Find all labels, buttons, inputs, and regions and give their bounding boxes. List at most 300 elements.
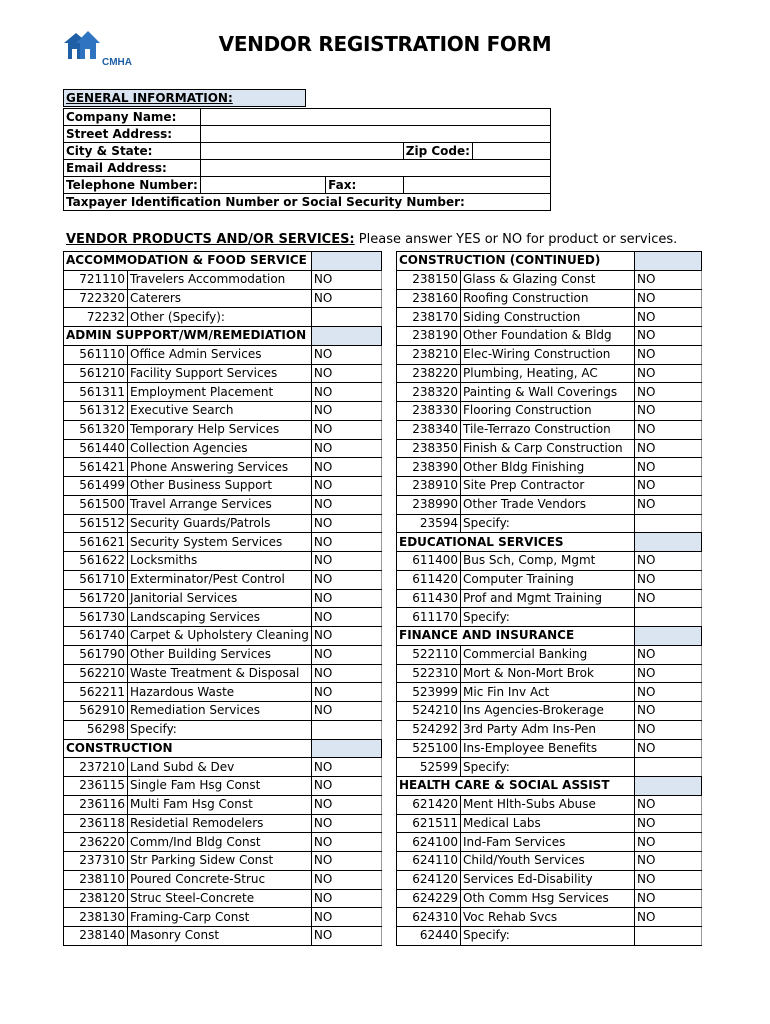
section-header: ADMIN SUPPORT/WM/REMEDIATION [64,327,312,346]
service-row [397,645,702,664]
yes-no-answer-field[interactable]: NO [311,683,381,702]
service-description: Services Ed-Disability [461,870,635,889]
street-label: Street Address: [64,126,201,143]
yes-no-answer-field[interactable]: NO [311,589,381,608]
service-row [64,289,382,308]
yes-no-answer-field[interactable]: NO [635,833,702,852]
yes-no-answer-field[interactable] [311,720,381,739]
section-header-row [397,777,702,796]
yes-no-answer-field[interactable]: NO [311,383,381,402]
service-description: Exterminator/Pest Control [128,570,312,589]
service-row [397,833,702,852]
yes-no-answer-field[interactable]: NO [635,308,702,327]
city-field[interactable] [200,143,403,160]
naics-code: 722320 [64,289,128,308]
yes-no-answer-field[interactable]: NO [635,870,702,889]
yes-no-answer-field[interactable]: NO [635,383,702,402]
street-field[interactable] [200,126,550,143]
naics-code: 524292 [397,720,461,739]
naics-code: 238320 [397,383,461,402]
naics-code: 721110 [64,270,128,289]
yes-no-answer-field[interactable] [635,927,702,946]
yes-no-answer-field[interactable]: NO [635,739,702,758]
naics-code: 52599 [397,758,461,777]
naics-code: 238190 [397,327,461,346]
naics-code: 238990 [397,495,461,514]
service-description: Ins-Employee Benefits [461,739,635,758]
yes-no-answer-field[interactable]: NO [311,439,381,458]
service-row [64,308,382,327]
naics-code: 561730 [64,608,128,627]
naics-code: 624100 [397,833,461,852]
yes-no-answer-field[interactable]: NO [311,608,381,627]
naics-code: 561512 [64,514,128,533]
yes-no-answer-field[interactable]: NO [635,683,702,702]
service-description: Bus Sch, Comp, Mgmt [461,552,635,571]
yes-no-answer-field[interactable]: NO [311,458,381,477]
page-title: VENDOR REGISTRATION FORM [218,32,552,56]
service-row [397,327,702,346]
yes-no-answer-field[interactable]: NO [635,552,702,571]
service-description: Framing-Carp Const [128,908,312,927]
naics-code: 238350 [397,439,461,458]
yes-no-answer-field[interactable]: NO [311,645,381,664]
service-description: Residetial Remodelers [128,814,312,833]
yes-no-answer-field[interactable]: NO [635,270,702,289]
service-row [64,852,382,871]
naics-code: 561312 [64,402,128,421]
service-description: Locksmiths [128,552,312,571]
service-row [397,702,702,721]
naics-code: 561790 [64,645,128,664]
yes-no-answer-field[interactable] [635,608,702,627]
service-row [397,477,702,496]
service-description: Other (Specify): [128,308,312,327]
yes-no-answer-field[interactable]: NO [311,795,381,814]
service-row [397,570,702,589]
service-row [64,270,382,289]
service-row [64,814,382,833]
service-row [397,383,702,402]
service-description: 3rd Party Adm Ins-Pen [461,720,635,739]
service-description: Travelers Accommodation [128,270,312,289]
service-row [397,552,702,571]
yes-no-answer-field[interactable]: NO [311,814,381,833]
service-row [397,664,702,683]
service-row [397,495,702,514]
service-row [64,608,382,627]
naics-code: 72232 [64,308,128,327]
service-row [64,439,382,458]
service-row [64,833,382,852]
yes-no-answer-field[interactable]: NO [635,589,702,608]
yes-no-answer-field[interactable]: NO [311,477,381,496]
service-row [397,420,702,439]
naics-code: 238110 [64,870,128,889]
naics-code: 56298 [64,720,128,739]
naics-code: 238150 [397,270,461,289]
service-description: Str Parking Sidew Const [128,852,312,871]
service-row [397,758,702,777]
service-description: Other Foundation & Bldg [461,327,635,346]
naics-code: 561320 [64,420,128,439]
service-description: Glass & Glazing Const [461,270,635,289]
yes-no-answer-field[interactable]: NO [635,345,702,364]
service-description: Commercial Banking [461,645,635,664]
naics-code: 238390 [397,458,461,477]
service-row [64,345,382,364]
service-description: Employment Placement [128,383,312,402]
service-description: Comm/Ind Bldg Const [128,833,312,852]
service-description: Office Admin Services [128,345,312,364]
naics-code: 611430 [397,589,461,608]
service-row [64,495,382,514]
products-heading [66,232,677,247]
service-row [64,927,382,946]
naics-code: 561720 [64,589,128,608]
yes-no-answer-field[interactable]: NO [635,852,702,871]
service-description: Mort & Non-Mort Brok [461,664,635,683]
naics-code: 561110 [64,345,128,364]
company-field[interactable] [200,109,550,126]
section-header-row [64,252,382,271]
yes-no-answer-field[interactable]: NO [635,458,702,477]
naics-code: 238160 [397,289,461,308]
yes-no-answer-field[interactable]: NO [311,402,381,421]
yes-no-answer-field[interactable]: NO [635,402,702,421]
service-description: Computer Training [461,570,635,589]
service-description: Waste Treatment & Disposal [128,664,312,683]
naics-code: 611170 [397,608,461,627]
service-description: Elec-Wiring Construction [461,345,635,364]
yes-no-answer-field[interactable]: NO [635,327,702,346]
naics-code: 238330 [397,402,461,421]
service-row [397,289,702,308]
yes-no-answer-field[interactable]: NO [311,552,381,571]
service-row [397,814,702,833]
naics-code: 561440 [64,439,128,458]
service-row [397,683,702,702]
yes-no-answer-field[interactable] [311,308,381,327]
service-description: Site Prep Contractor [461,477,635,496]
section-header-row [397,627,702,646]
service-row [64,589,382,608]
section-header-row [64,739,382,758]
service-row [397,720,702,739]
yes-no-answer-field[interactable]: NO [311,364,381,383]
yes-no-answer-field[interactable]: NO [311,514,381,533]
service-description: Siding Construction [461,308,635,327]
section-header-row [397,252,702,271]
service-description: Landscaping Services [128,608,312,627]
service-description: Plumbing, Heating, AC [461,364,635,383]
yes-no-answer-field[interactable]: NO [311,870,381,889]
yes-no-answer-field[interactable]: NO [311,270,381,289]
section-header: CONSTRUCTION (CONTINUED) [397,252,635,271]
zip-label: Zip Code: [403,143,472,160]
section-header-row [64,327,382,346]
service-description: Carpet & Upholstery Cleaning [128,627,312,646]
service-description: Security System Services [128,533,312,552]
service-description: Hazardous Waste [128,683,312,702]
yes-no-answer-field[interactable]: NO [635,645,702,664]
naics-code: 238170 [397,308,461,327]
yes-no-answer-field[interactable]: NO [635,364,702,383]
section-answer-header [311,252,381,271]
service-description: Multi Fam Hsg Const [128,795,312,814]
service-row [397,439,702,458]
products-heading-label: VENDOR PRODUCTS AND/OR SERVICES: [66,232,355,247]
city-label: City & State: [64,143,201,160]
company-label: Company Name: [64,109,201,126]
service-description: Child/Youth Services [461,852,635,871]
service-description: Collection Agencies [128,439,312,458]
yes-no-answer-field[interactable]: NO [311,420,381,439]
service-row [64,645,382,664]
service-description: Other Trade Vendors [461,495,635,514]
service-description: Phone Answering Services [128,458,312,477]
section-header: CONSTRUCTION [64,739,312,758]
yes-no-answer-field[interactable]: NO [635,439,702,458]
service-row [397,795,702,814]
general-info-header: GENERAL INFORMATION: [63,89,306,107]
naics-code: 238120 [64,889,128,908]
naics-code: 523999 [397,683,461,702]
naics-code: 236220 [64,833,128,852]
service-row [64,458,382,477]
section-header: EDUCATIONAL SERVICES [397,533,635,552]
service-row [64,627,382,646]
service-row [64,795,382,814]
service-description: Specify: [461,927,635,946]
service-description: Struc Steel-Concrete [128,889,312,908]
yes-no-answer-field[interactable] [635,514,702,533]
naics-code: 561621 [64,533,128,552]
zip-field[interactable] [472,143,550,160]
service-row [64,758,382,777]
service-row [397,345,702,364]
section-header-row [397,533,702,552]
naics-code: 238140 [64,927,128,946]
service-row [397,870,702,889]
yes-no-answer-field[interactable]: NO [311,533,381,552]
service-row [64,683,382,702]
yes-no-answer-field[interactable]: NO [311,927,381,946]
service-row [397,889,702,908]
yes-no-answer-field[interactable]: NO [311,570,381,589]
naics-code: 238910 [397,477,461,496]
yes-no-answer-field[interactable]: NO [311,345,381,364]
yes-no-answer-field[interactable]: NO [311,758,381,777]
service-row [64,664,382,683]
service-description: Other Building Services [128,645,312,664]
yes-no-answer-field[interactable]: NO [311,889,381,908]
naics-code: 238210 [397,345,461,364]
naics-code: 62440 [397,927,461,946]
yes-no-answer-field[interactable]: NO [635,477,702,496]
yes-no-answer-field[interactable]: NO [311,852,381,871]
service-row [64,908,382,927]
naics-code: 624229 [397,889,461,908]
service-description: Poured Concrete-Struc [128,870,312,889]
yes-no-answer-field[interactable]: NO [635,720,702,739]
yes-no-answer-field[interactable]: NO [311,777,381,796]
service-description: Travel Arrange Services [128,495,312,514]
naics-code: 561740 [64,627,128,646]
naics-code: 237310 [64,852,128,871]
service-row [64,477,382,496]
service-row [64,702,382,721]
yes-no-answer-field[interactable]: NO [635,570,702,589]
yes-no-answer-field[interactable]: NO [635,420,702,439]
service-description: Ment Hlth-Subs Abuse [461,795,635,814]
service-row [397,908,702,927]
services-table-right [396,251,702,946]
service-description: Other Business Support [128,477,312,496]
service-row [64,402,382,421]
naics-code: 624120 [397,870,461,889]
yes-no-answer-field[interactable]: NO [635,908,702,927]
section-answer-header [311,739,381,758]
naics-code: 611420 [397,570,461,589]
email-field[interactable] [200,160,550,177]
service-description: Single Fam Hsg Const [128,777,312,796]
service-description: Specify: [461,608,635,627]
yes-no-answer-field[interactable]: NO [635,814,702,833]
service-row [397,364,702,383]
naics-code: 522110 [397,645,461,664]
service-row [397,458,702,477]
service-description: Tile-Terrazo Construction [461,420,635,439]
service-description: Land Subd & Dev [128,758,312,777]
tin-label: Taxpayer Identification Number or Social Security Number: [64,194,551,211]
section-header: HEALTH CARE & SOCIAL ASSIST [397,777,635,796]
service-description: Executive Search [128,402,312,421]
yes-no-answer-field[interactable]: NO [311,664,381,683]
service-description: Flooring Construction [461,402,635,421]
section-answer-header [635,777,702,796]
email-label: Email Address: [64,160,201,177]
yes-no-answer-field[interactable]: NO [311,908,381,927]
naics-code: 621420 [397,795,461,814]
service-row [64,889,382,908]
service-row [397,927,702,946]
naics-code: 524210 [397,702,461,721]
service-row [64,420,382,439]
naics-code: 525100 [397,739,461,758]
yes-no-answer-field[interactable]: NO [311,833,381,852]
service-description: Mic Fin Inv Act [461,683,635,702]
service-description: Janitorial Services [128,589,312,608]
naics-code: 23594 [397,514,461,533]
service-description: Roofing Construction [461,289,635,308]
service-description: Specify: [461,514,635,533]
naics-code: 624310 [397,908,461,927]
service-row [64,777,382,796]
service-row [64,383,382,402]
service-row [397,608,702,627]
section-answer-header [635,627,702,646]
service-row [64,570,382,589]
naics-code: 561622 [64,552,128,571]
naics-code: 522310 [397,664,461,683]
service-description: Medical Labs [461,814,635,833]
service-row [64,364,382,383]
service-description: Ind-Fam Services [461,833,635,852]
yes-no-answer-field[interactable]: NO [635,495,702,514]
service-row [64,533,382,552]
service-description: Specify: [128,720,312,739]
naics-code: 238340 [397,420,461,439]
yes-no-answer-field[interactable]: NO [635,289,702,308]
service-description: Other Bldg Finishing [461,458,635,477]
phone-field[interactable] [200,177,325,194]
naics-code: 236118 [64,814,128,833]
naics-code: 238220 [397,364,461,383]
section-answer-header [635,252,702,271]
fax-label: Fax: [326,177,404,194]
yes-no-answer-field[interactable]: NO [635,795,702,814]
section-header: FINANCE AND INSURANCE [397,627,635,646]
service-row [397,589,702,608]
service-row [64,552,382,571]
naics-code: 236115 [64,777,128,796]
section-answer-header [311,327,381,346]
naics-code: 561499 [64,477,128,496]
service-description: Oth Comm Hsg Services [461,889,635,908]
naics-code: 238130 [64,908,128,927]
naics-code: 561311 [64,383,128,402]
yes-no-answer-field[interactable]: NO [635,702,702,721]
section-header: ACCOMMODATION & FOOD SERVICE [64,252,312,271]
services-table-left [63,251,382,946]
naics-code: 561421 [64,458,128,477]
yes-no-answer-field[interactable]: NO [311,702,381,721]
naics-code: 236116 [64,795,128,814]
fax-field[interactable] [403,177,550,194]
service-row [397,308,702,327]
service-row [397,270,702,289]
naics-code: 561500 [64,495,128,514]
naics-code: 562910 [64,702,128,721]
service-row [397,739,702,758]
service-description: Ins Agencies-Brokerage [461,702,635,721]
service-description: Specify: [461,758,635,777]
service-row [397,402,702,421]
yes-no-answer-field[interactable]: NO [311,495,381,514]
service-description: Masonry Const [128,927,312,946]
service-description: Temporary Help Services [128,420,312,439]
service-row [397,852,702,871]
service-row [64,514,382,533]
service-description: Finish & Carp Construction [461,439,635,458]
naics-code: 237210 [64,758,128,777]
service-description: Caterers [128,289,312,308]
products-instruction: Please answer YES or NO for product or services. [358,232,678,247]
naics-code: 624110 [397,852,461,871]
yes-no-answer-field[interactable]: NO [311,289,381,308]
service-description: Security Guards/Patrols [128,514,312,533]
naics-code: 561210 [64,364,128,383]
yes-no-answer-field[interactable] [635,758,702,777]
yes-no-answer-field[interactable]: NO [635,664,702,683]
service-description: Facility Support Services [128,364,312,383]
service-description: Remediation Services [128,702,312,721]
yes-no-answer-field[interactable]: NO [311,627,381,646]
naics-code: 562210 [64,664,128,683]
phone-label: Telephone Number: [64,177,201,194]
yes-no-answer-field[interactable]: NO [635,889,702,908]
